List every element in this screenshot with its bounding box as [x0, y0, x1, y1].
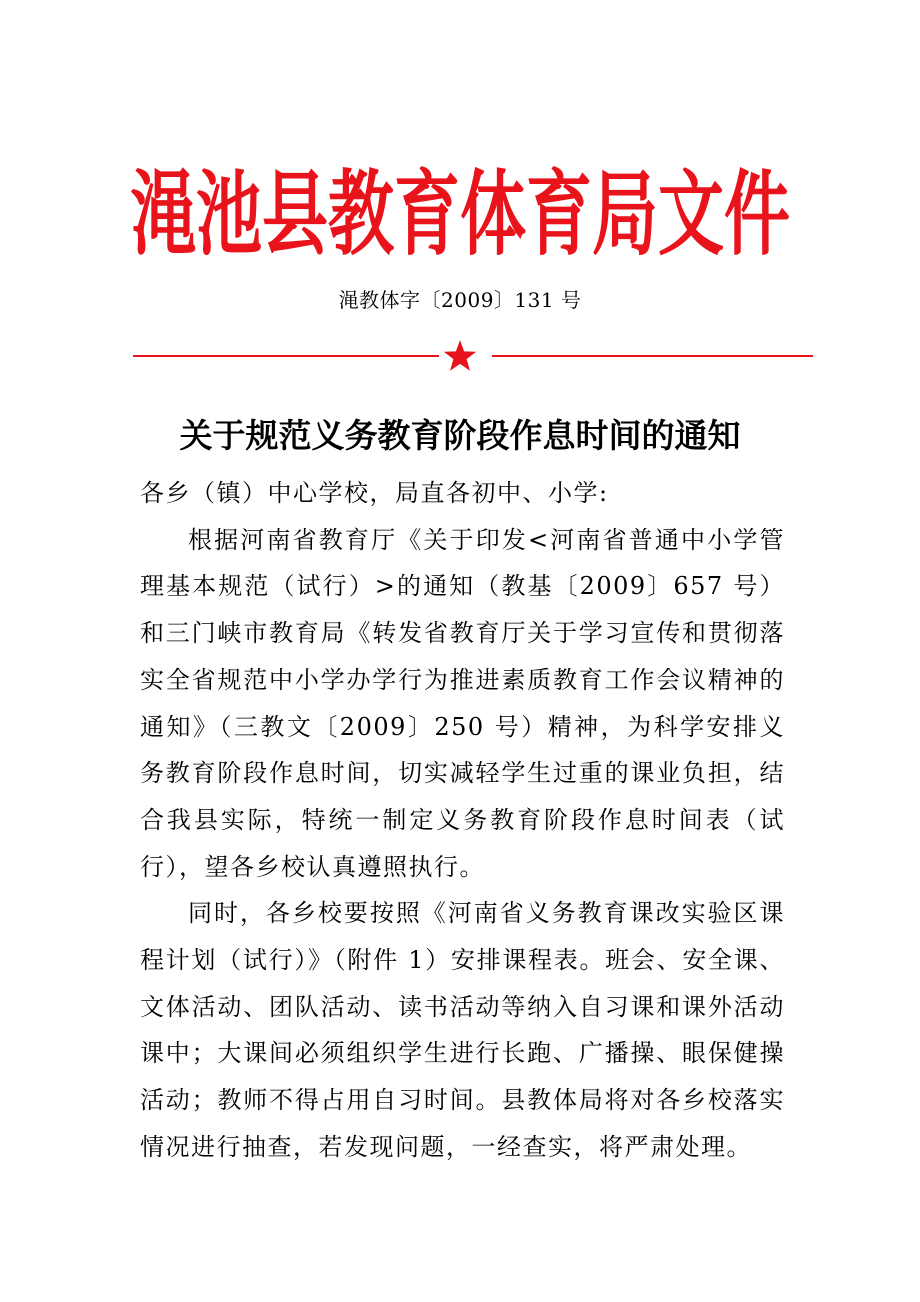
header-title-text: 渑池县教育体育局文件 — [130, 161, 790, 268]
document-header-title — [60, 138, 860, 268]
paragraph-2: 同时，各乡校要按照《河南省义务教育课改实验区课程计划（试行）》（附件 1）安排课程表。班会、安全课、文体活动、团队活动、读书活动等纳入自习课和课外活动课中；大课间必须组织学生进行长跑、广播操、眼保健操活动；教师不得占用自习时间。县教体局将对各乡校落实情况进行抽查，若发现问题，一经查实，将严肃处理。 — [140, 899, 785, 1161]
header-title-svg — [60, 138, 860, 268]
salutation: 各乡（镇）中心学校，局直各初中、小学: — [140, 479, 609, 507]
notice-body — [140, 470, 785, 1171]
document-number: 渑教体字〔2009〕131 号 — [338, 288, 582, 312]
notice-title: 关于规范义务教育阶段作息时间的通知 — [179, 416, 741, 455]
red-divider — [133, 338, 813, 378]
paragraph-1: 根据河南省教育厅《关于印发<河南省普通中小学管理基本规范（试行）>的通知（教基〔2009〕657 号）和三门峡市教育局《转发省教育厅关于学习宣传和贯彻落实全省规范中小学办学行为推进素质教育工作会议精神的通知》（三教文〔2009〕250 号）精神，为科学安排义务教育阶段作息时间，切实减轻学生过重的课业负担，结合我县实际，特统一制定义务教育阶段作息时间表（试行），望各乡校认真遵照执行。 — [140, 525, 785, 881]
star-icon — [444, 340, 476, 371]
